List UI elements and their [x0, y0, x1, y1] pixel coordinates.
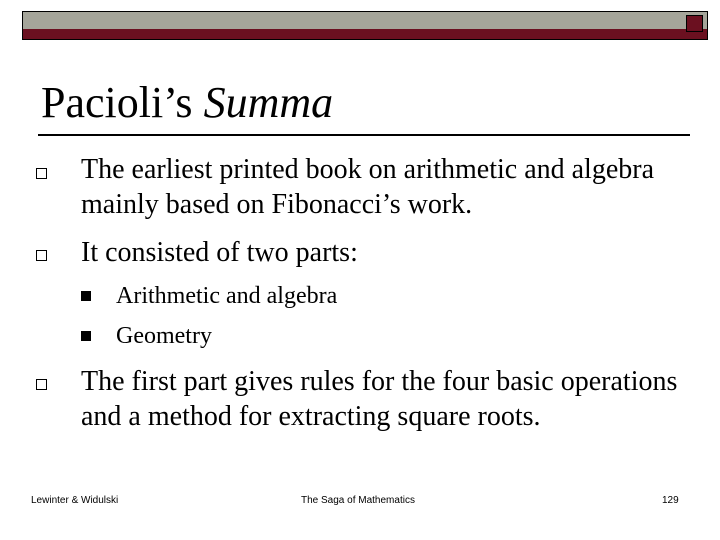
- hollow-square-icon: [36, 168, 47, 179]
- footer-page-number: 129: [662, 495, 679, 506]
- bullet-text-1: The earliest printed book on arithmetic and algebra mainly based on Fibonacci’s work.: [81, 154, 655, 220]
- hollow-square-icon: [36, 250, 47, 261]
- bullet-text-2: It consisted of two parts:: [81, 237, 358, 268]
- title-italic: Summa: [203, 78, 334, 127]
- decorative-header-bar: [22, 11, 708, 40]
- filled-square-icon: [81, 331, 91, 341]
- header-bar-red-band: [23, 29, 707, 39]
- sub-bullet-text-1: Arithmetic and algebra: [116, 283, 338, 309]
- footer-course-title: The Saga of Mathematics: [301, 495, 415, 506]
- header-bar-red-square: [686, 15, 703, 32]
- filled-square-icon: [81, 291, 91, 301]
- title-main: Pacioli’s: [41, 78, 204, 127]
- hollow-square-icon: [36, 379, 47, 390]
- title-underline: [38, 134, 690, 136]
- slide-title: [41, 78, 333, 128]
- bullet-text-3: The first part gives rules for the four basic operations and a method for extracting square roots.: [81, 366, 678, 432]
- footer-authors: Lewinter & Widulski: [31, 495, 119, 506]
- sub-bullet-text-2: Geometry: [116, 323, 212, 349]
